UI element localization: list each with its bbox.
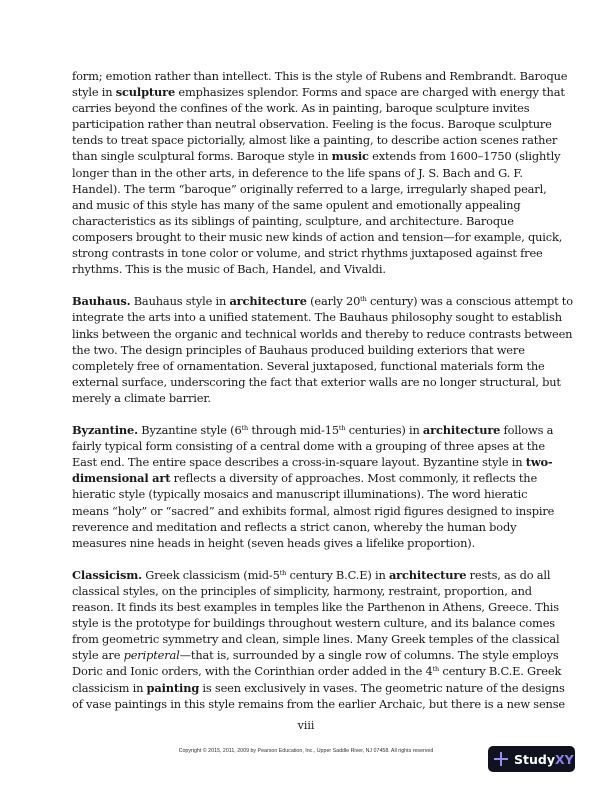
text-line: reason. It finds its best examples in temples like the Parthenon in Athens, Greece. This xyxy=(72,600,559,615)
emphasis-term: sculpture xyxy=(115,85,176,100)
text-line: the two. The design principles of Bauhaus produced building exteriors that were xyxy=(72,342,525,357)
text-line: integrate the arts into a unified statement. The Bauhaus philosophy sought to establish xyxy=(72,310,562,325)
text-line: reverence and meditation and reflects a strict canon, whereby the human body xyxy=(72,519,517,534)
ordinal-suffix: th xyxy=(241,424,249,433)
section-term: Bauhaus. xyxy=(72,294,131,309)
brand-name: Study xyxy=(514,751,555,767)
copyright-notice: Copyright © 2015, 2011, 2009 by Pearson Education, Inc., Upper Saddle River, NJ 07458. All rights reserved xyxy=(178,748,434,754)
paragraph-bauhaus xyxy=(72,293,573,406)
text-line: participation rather than neutral observation. Feeling is the focus. Baroque sculpture xyxy=(72,117,552,132)
emphasis-term: dimensional art xyxy=(72,471,171,486)
text-line: form; emotion rather than intellect. This is the style of Rubens and Rembrandt. Baroque xyxy=(72,69,568,83)
text-line: Handel). The term “baroque” originally referred to a large, irregularly shaped pearl, xyxy=(72,181,547,196)
text-line: measures nine heads in height (seven heads gives a lifelike proportion). xyxy=(72,535,476,550)
studyxy-badge[interactable] xyxy=(488,746,575,772)
ordinal-suffix: th xyxy=(432,665,440,674)
paragraph-baroque-continued xyxy=(72,68,568,277)
emphasis-term: two- xyxy=(525,455,553,470)
text-line: style are peripteral—that is, surrounded by a single row of columns. The style employs xyxy=(72,648,559,663)
text-line: Byzantine. Byzantine style (6th through mid-15th centuries) in architecture follows a xyxy=(72,423,554,438)
text-line: carries beyond the confines of the work. As in painting, baroque sculpture invites xyxy=(72,101,530,116)
text-line: composers brought to their music new kinds of action and tension—for example, quick, xyxy=(72,229,563,244)
emphasis-term: music xyxy=(331,149,369,164)
brand-accent: XY xyxy=(554,751,574,767)
text-line: external surface, underscoring the fact that exterior walls are no longer structural, but xyxy=(72,374,561,389)
text-line: fairly typical form consisting of a central dome with a grouping of three apses at the xyxy=(72,439,545,454)
text-line: classicism in painting is seen exclusively in vases. The geometric nature of the designs xyxy=(72,680,565,695)
paragraph-classicism xyxy=(72,567,566,712)
body-text xyxy=(72,68,573,728)
page-number: viii xyxy=(297,719,315,732)
text-line: from geometric symmetry and clean, simple lines. Many Greek temples of the classical xyxy=(72,632,560,647)
emphasis-term: architecture xyxy=(422,423,501,438)
plus-icon xyxy=(494,752,508,766)
text-line: Classicism. Greek classicism (mid-5th century B.C.E) in architecture rests, as do all xyxy=(72,567,551,582)
emphasis-term: architecture xyxy=(229,294,307,309)
text-line: characteristics as its siblings of painting, sculpture, and architecture. Baroque xyxy=(72,213,514,228)
ordinal-suffix: th xyxy=(360,295,367,304)
text-line: than single sculptural forms. Baroque style in music extends from 1600–1750 (slightly xyxy=(72,149,561,164)
text-line: means “holy” or “sacred” and exhibits formal, almost rigid figures designed to inspire xyxy=(72,503,555,518)
text-line: of vase paintings in this style remains from the earlier Archaic, but there is a new sense xyxy=(72,696,566,711)
text-line: links between the organic and technical worlds and thereby to reduce contrasts between xyxy=(72,326,573,341)
text-line: hieratic style (typically mosaics and manuscript illuminations). The word hieratic xyxy=(72,487,528,502)
text-line: style in sculpture emphasizes splendor. Forms and space are charged with energy that xyxy=(72,85,565,100)
text-line: Doric and Ionic orders, with the Corinthian order added in the 4th century B.C.E. Greek xyxy=(72,664,562,679)
paragraph-byzantine xyxy=(72,422,555,551)
text-line: merely a climate barrier. xyxy=(72,390,211,405)
text-line: style is the prototype for buildings throughout western culture, and its balance comes xyxy=(72,616,555,631)
section-term: Classicism. xyxy=(72,567,142,582)
text-line: Bauhaus. Bauhaus style in architecture (early 20th century) was a conscious attempt to xyxy=(72,294,573,309)
text-line: East end. The entire space describes a cross-in-square layout. Byzantine style in two- xyxy=(72,455,553,470)
italic-term: peripteral xyxy=(123,648,180,663)
text-line: strong contrasts in tone color or volume, and strict rhythms juxtaposed against free xyxy=(72,246,543,261)
text-line: tends to treat space pictorially, almost like a painting, to describe action scenes rather xyxy=(72,133,558,148)
ordinal-suffix: th xyxy=(338,424,346,433)
text-line: completely free of ornamentation. Several juxtaposed, functional materials form the xyxy=(72,358,545,373)
text-line: classical styles, on the principles of simplicity, harmony, restraint, proportion, and xyxy=(72,584,532,598)
emphasis-term: painting xyxy=(146,680,200,695)
text-line: longer than in the other arts, in deference to the life spans of J. S. Bach and G. F. xyxy=(72,165,523,180)
emphasis-term: architecture xyxy=(388,567,467,582)
section-term: Byzantine. xyxy=(72,423,138,438)
text-line: and music of this style has many of the same opulent and emotionally appealing xyxy=(72,197,521,212)
text-line: rhythms. This is the music of Bach, Handel, and Vivaldi. xyxy=(72,262,386,277)
text-line: dimensional art reflects a diversity of approaches. Most commonly, it reflects the xyxy=(72,471,538,486)
ordinal-suffix: th xyxy=(279,568,287,577)
